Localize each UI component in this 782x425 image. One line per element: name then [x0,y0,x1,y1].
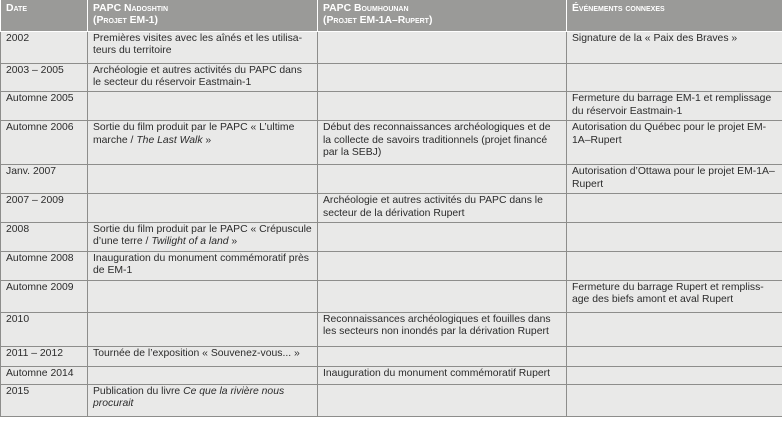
header-nadoshtin-sub: (Projet EM-1) [93,15,158,26]
cell-events: Autorisation d’Ottawa pour le projet EM-1A–Rupert [567,165,782,194]
table-row [1,251,782,280]
cell-nadoshtin [88,222,318,251]
cell-date: 2002 [1,31,88,63]
cell-events [567,366,782,384]
table-row [1,222,782,251]
film-title-pre: Sortie du film produit par le PAPC « Crépuscule d’une terre / [93,223,312,248]
cell-nadoshtin [88,366,318,384]
cell-boumhounan [318,92,567,121]
cell-events [567,384,782,416]
table-row [1,63,782,92]
cell-events [567,251,782,280]
table-row [1,165,782,194]
cell-boumhounan: Reconnaissances archéologiques et fouilles dans les secteurs non inondés par la dérivation Rupert [318,312,567,346]
cell-nadoshtin [88,194,318,223]
cell-nadoshtin: Premières visites avec les aînés et les utilisa-teurs du territoire [88,31,318,63]
book-title-pre: Publication du livre [93,385,184,397]
header-date: Date [1,0,88,31]
cell-nadoshtin [88,280,318,312]
header-events: Événements connexes [567,0,782,31]
header-boumhounan-title: PAPC Boumhounan [323,3,409,14]
table-row [1,366,782,384]
cell-date: 2007 – 2009 [1,194,88,223]
cell-nadoshtin: Archéologie et autres activités du PAPC dans le secteur du réservoir Eastmain-1 [88,63,318,92]
table-row [1,31,782,63]
cell-date: 2010 [1,312,88,346]
table-row [1,384,782,416]
cell-date: 2003 – 2005 [1,63,88,92]
cell-events [567,63,782,92]
cell-events [567,312,782,346]
table-row [1,121,782,165]
cell-boumhounan: Début des reconnaissances archéologiques et de la collecte de savoirs traditionnels (projet financé par la SEBJ) [318,121,567,165]
header-boumhounan [318,0,567,31]
cell-boumhounan [318,384,567,416]
cell-nadoshtin [88,165,318,194]
table-row [1,312,782,346]
cell-boumhounan: Archéologie et autres activités du PAPC dans le secteur de la dérivation Rupert [318,194,567,223]
header-row [1,0,782,31]
cell-events: Fermeture du barrage Rupert et rempliss-age des biefs amont et aval Rupert [567,280,782,312]
header-boumhounan-sub: (Projet EM-1A–Rupert) [323,15,433,26]
cell-date: Janv. 2007 [1,165,88,194]
cell-nadoshtin: Inauguration du monument commémoratif près de EM-1 [88,251,318,280]
film-title-post: » [202,134,212,146]
cell-events: Autorisation du Québec pour le projet EM-1A–Rupert [567,121,782,165]
cell-nadoshtin [88,92,318,121]
cell-date: Automne 2006 [1,121,88,165]
header-nadoshtin-title: PAPC Nadoshtin [93,3,169,14]
cell-date: 2008 [1,222,88,251]
cell-boumhounan: Inauguration du monument commémoratif Rupert [318,366,567,384]
cell-date: 2015 [1,384,88,416]
cell-boumhounan [318,222,567,251]
cell-nadoshtin: Tournée de l’exposition « Souvenez-vous... » [88,346,318,366]
cell-date: Automne 2009 [1,280,88,312]
cell-nadoshtin [88,121,318,165]
cell-events [567,346,782,366]
cell-events: Signature de la « Paix des Braves » [567,31,782,63]
table-row [1,92,782,121]
cell-events [567,222,782,251]
cell-boumhounan [318,346,567,366]
book-title-italic: Ce que la rivière nous procurait [93,385,285,409]
cell-date: 2011 – 2012 [1,346,88,366]
cell-date: Automne 2014 [1,366,88,384]
table-row [1,194,782,223]
cell-date: Automne 2008 [1,251,88,280]
film-title-pre: Sortie du film produit par le PAPC « L’ultime marche / [93,122,295,146]
cell-boumhounan [318,165,567,194]
cell-date: Automne 2005 [1,92,88,121]
cell-nadoshtin [88,384,318,416]
film-title-post: » [228,236,238,248]
film-title-italic: The Last Walk [136,134,203,146]
cell-events [567,194,782,223]
cell-boumhounan [318,31,567,63]
cell-events: Fermeture du barrage EM-1 et remplissage du réservoir Eastmain-1 [567,92,782,121]
table-row [1,346,782,366]
header-nadoshtin [88,0,318,31]
table-row [1,280,782,312]
cell-boumhounan [318,251,567,280]
cell-nadoshtin [88,312,318,346]
cell-boumhounan [318,63,567,92]
cell-boumhounan [318,280,567,312]
film-title-italic: Twilight of a land [151,236,229,248]
